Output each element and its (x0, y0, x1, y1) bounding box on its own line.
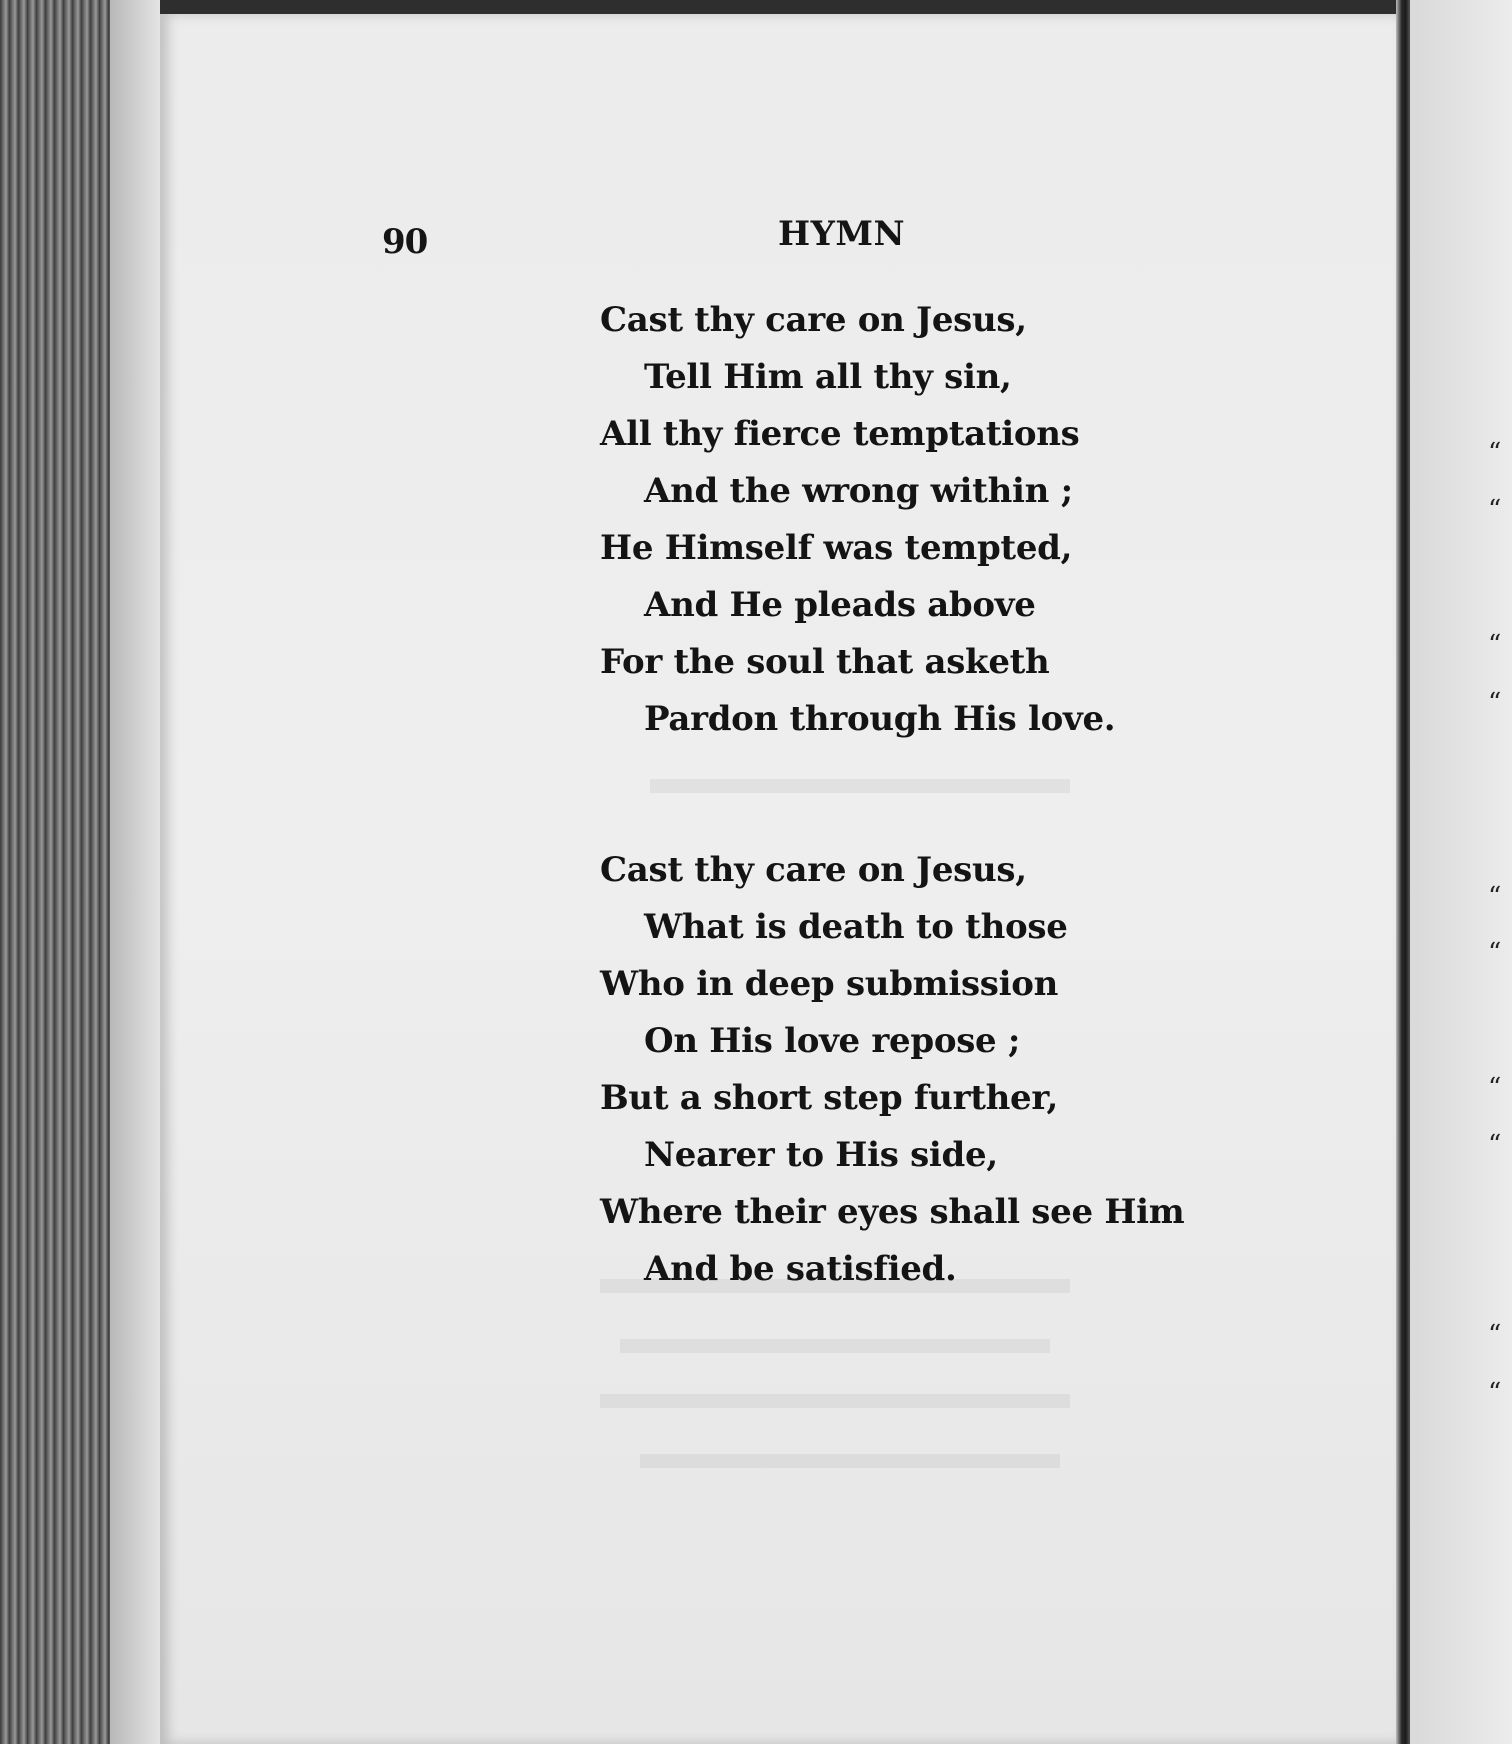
verse-line: Cast thy care on Jesus, (600, 850, 1027, 890)
verse-line: Tell Him all thy sin, (644, 357, 1012, 397)
verse-line: But a short step further, (600, 1078, 1059, 1118)
verse-line: What is death to those (644, 907, 1068, 947)
page-edge-stack (0, 0, 160, 1744)
bleed-through-line (650, 745, 1070, 793)
facing-page-quote-mark: “ (1488, 438, 1502, 468)
bleed-through-line (640, 1420, 1060, 1468)
top-shadow-strip (0, 0, 1512, 14)
facing-page-quote-mark: “ (1488, 1073, 1502, 1103)
facing-page-quote-mark: “ (1488, 630, 1502, 660)
facing-page-quote-mark: “ (1488, 495, 1502, 525)
verse-line: Who in deep submission (600, 964, 1059, 1004)
facing-page-quote-mark: “ (1488, 1320, 1502, 1350)
verse-line: Pardon through His love. (644, 699, 1116, 739)
verse-line: He Himself was tempted, (600, 528, 1073, 568)
verse-line: Cast thy care on Jesus, (600, 300, 1027, 340)
facing-page-edge (1410, 0, 1512, 1744)
running-head: HYMN (778, 214, 906, 254)
page-number: 90 (382, 222, 428, 262)
facing-page-quote-mark: “ (1488, 882, 1502, 912)
stanza-1 (600, 292, 1115, 748)
verse-line: For the soul that asketh (600, 642, 1050, 682)
verse-line: And the wrong within ; (644, 471, 1073, 511)
verse-line: And He pleads above (644, 585, 1036, 625)
bleed-through-line (600, 1360, 1070, 1408)
facing-page-quote-mark: “ (1488, 1130, 1502, 1160)
verse-line: And be satisfied. (644, 1249, 957, 1289)
book-gutter (1396, 0, 1410, 1744)
facing-page-quote-mark: “ (1488, 1378, 1502, 1408)
verse-line: On His love repose ; (644, 1021, 1021, 1061)
stanza-2 (600, 842, 1184, 1298)
verse-line: Where their eyes shall see Him (600, 1192, 1185, 1232)
verse-line: All thy fierce temptations (600, 414, 1080, 454)
facing-page-quote-mark: “ (1488, 938, 1502, 968)
bleed-through-line (620, 1305, 1050, 1353)
facing-page-quote-mark: “ (1488, 688, 1502, 718)
verse-line: Nearer to His side, (644, 1135, 998, 1175)
